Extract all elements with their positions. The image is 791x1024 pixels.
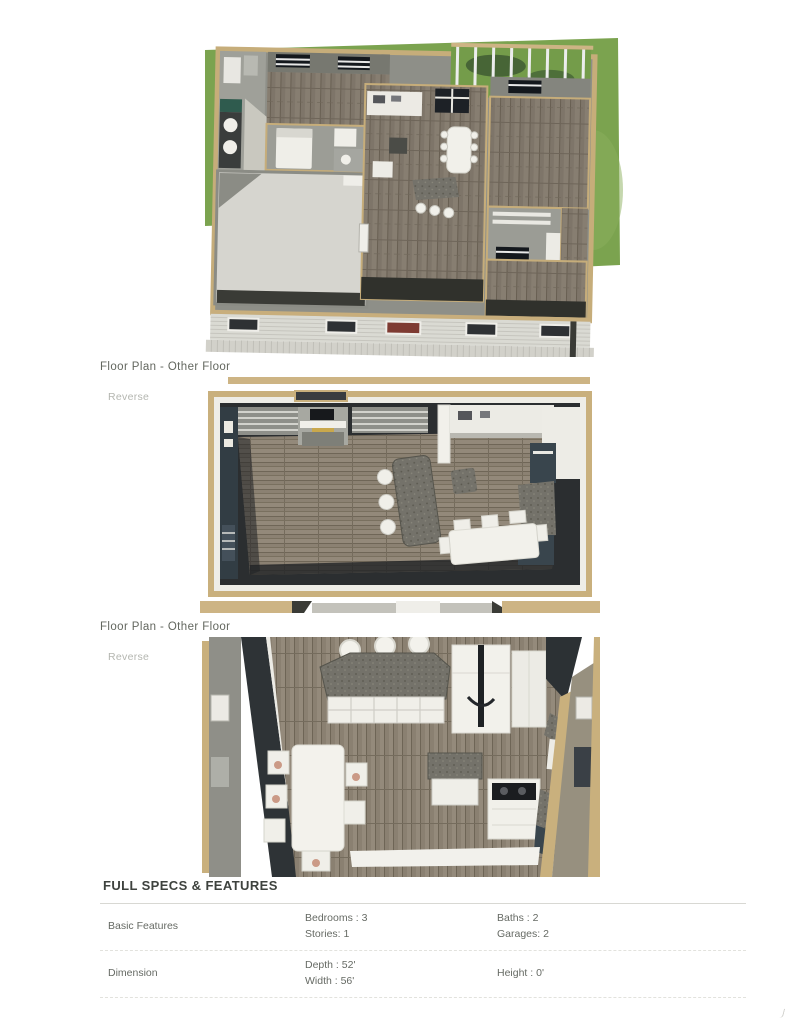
scan-artifact [777,1007,785,1018]
reverse-button-1[interactable]: Reverse [108,391,150,403]
floor-plan-image-aerial [203,30,623,357]
kitchen-island-aerial [412,176,460,218]
spec-row-label: Dimension [108,967,158,979]
floor-plan-image-living-room [200,377,600,614]
section-title-floor-plan-1: Floor Plan - Other Floor [100,361,231,373]
adjacent-wall-cap-top [228,377,590,384]
floor-plan-aerial-render [203,30,623,357]
spec-values-col2 [497,965,746,981]
kitchen-island-small [428,753,482,805]
house-plan [206,38,600,357]
spec-value: Height : 0' [497,967,544,979]
spec-values-col1 [305,910,497,942]
spec-row-label: Basic Features [108,920,179,932]
stove [488,779,540,839]
spec-row-dimension [100,950,746,998]
right-wing [486,77,591,318]
specs-heading: FULL SPECS & FEATURES [103,878,278,893]
coffee-table [450,467,477,494]
spec-value: Depth : 52' [305,959,356,971]
bedroom-middle [266,124,367,172]
kitchen-living-center [358,84,487,302]
kitchen-render [200,637,600,877]
spec-value: Baths : 2 [497,912,539,924]
spec-values-col2 [497,910,746,942]
spec-value: Garages: 2 [497,928,549,940]
reverse-button-2[interactable]: Reverse [108,651,150,663]
left-wall-decor [220,407,238,579]
refrigerator-cabinets [452,645,546,733]
utility-rooms [218,51,269,172]
section-title-floor-plan-2: Floor Plan - Other Floor [100,621,231,633]
living-room-render [200,377,600,614]
full-specs-section [100,878,746,998]
spec-value: Width : 56' [305,975,355,987]
spec-values-col1 [305,957,497,989]
fireplace [298,407,348,446]
spec-value: Bedrooms : 3 [305,912,368,924]
garage [215,171,370,307]
spec-value: Stories: 1 [305,928,350,940]
spec-row-basic-features [100,904,746,950]
adjacent-wall-cap-bottom [200,601,600,613]
front-deck [206,310,595,357]
floor-plan-image-kitchen [200,637,600,877]
